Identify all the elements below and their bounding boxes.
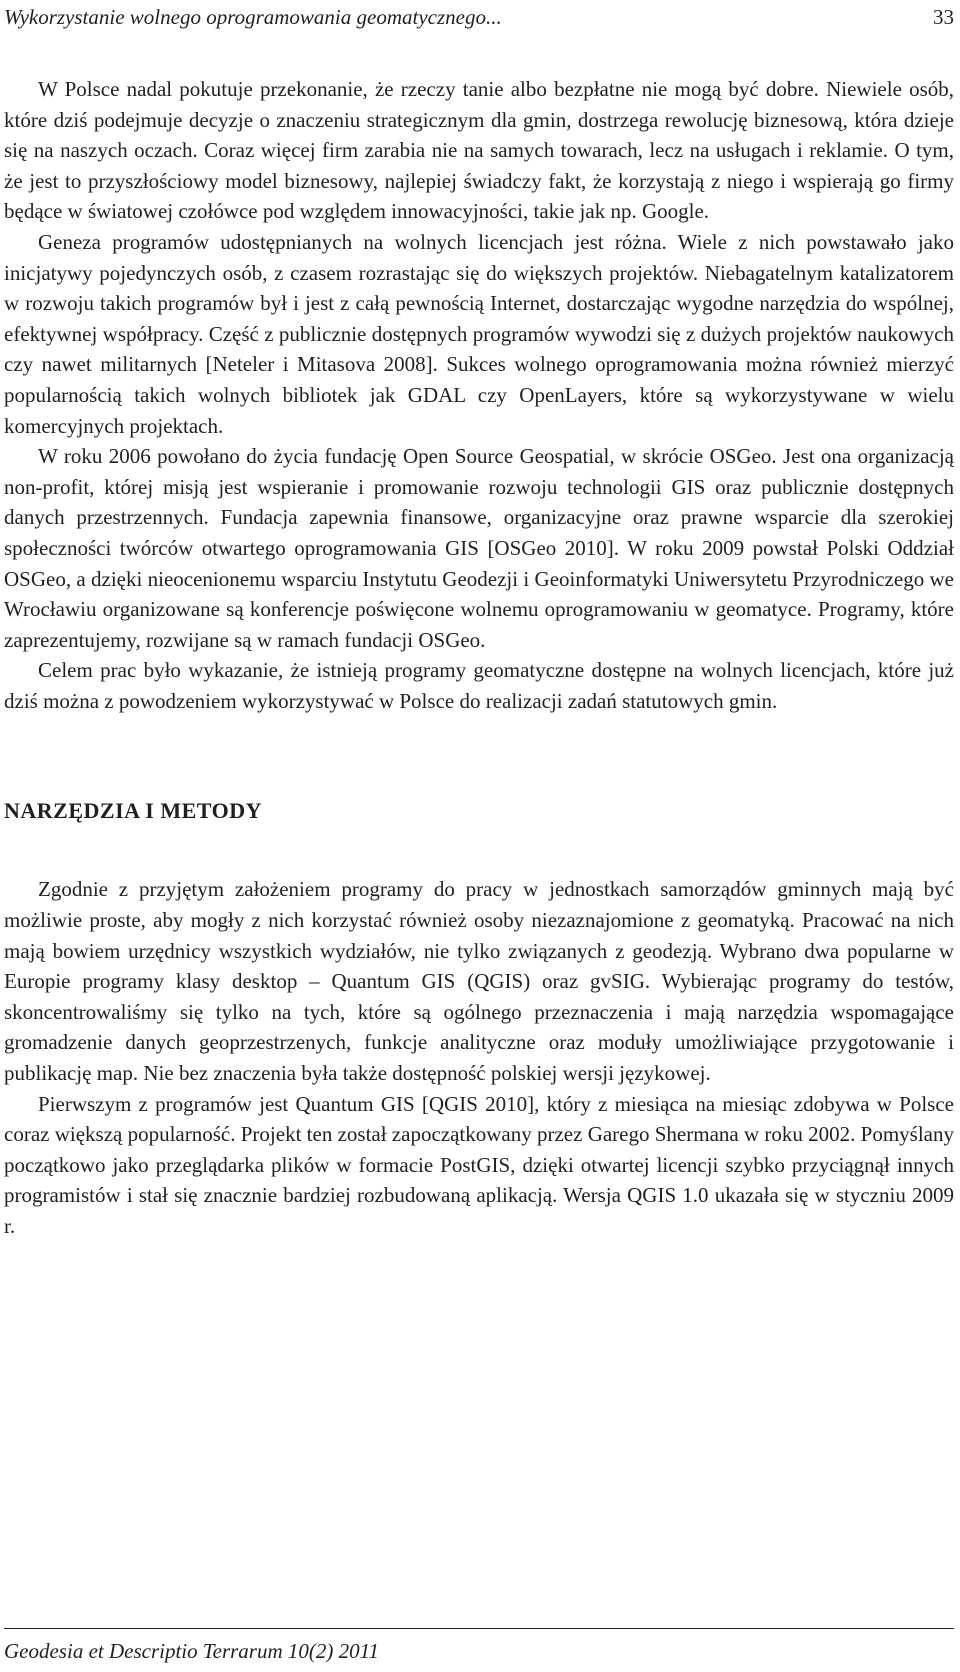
- running-head: [4, 2, 954, 32]
- body-text: [4, 74, 954, 1242]
- paragraph: Zgodnie z przyjętym założeniem programy do pracy w jednostkach samorządów gminnych mają być możliwie proste, aby mogły z nich korzystać również osoby niezaznajomione z geomatyką. Pracować na nich mają bowiem urzędnicy wszystkich wydziałów, nie tylko związanych z geodezją. Wybrano dwa popularne w Europie programy klasy desktop – Quantum GIS (QGIS) oraz gvSIG. Wybierając programy do testów, skoncentrowaliśmy się tylko na tych, które są ogólnego przeznaczenia i mają narzędzia wspomagające gromadzenie danych geoprzestrzenych, funkcje analityczne oraz moduły umożliwiające przygotowanie i publikację map. Nie bez znaczenia była także dostępność polskiej wersji językowej.: [4, 877, 954, 1086]
- paragraph: W Polsce nadal pokutuje przekonanie, że rzeczy tanie albo bezpłatne nie mogą być dobre. Niewiele osób, które dziś podejmuje decyzje o znaczeniu strategicznym dla gmin, dostrzega rewolucję biznesową, która dzieje się na naszych oczach. Coraz więcej firm zarabia nie na samych towarach, lecz na usługach i reklamie. O tym, że jest to przyszłościowy model biznesowy, najlepiej świadczy fakt, że korzystają z niego i wspierają go firmy będące w światowej czołówce pod względem innowacyjności, takie jak np. Google.: [4, 77, 954, 224]
- footer-rule: [4, 1628, 954, 1629]
- page-number: 33: [933, 5, 954, 29]
- journal-footer: Geodesia et Descriptio Terrarum 10(2) 2011: [4, 1639, 380, 1663]
- paragraph: W roku 2006 powołano do życia fundację Open Source Geospatial, w skrócie OSGeo. Jest ona organizacją non-profit, której misją jest wspieranie i promowanie rozwoju technologii GIS oraz publicznie dostępnych danych przestrzennych. Fundacja zapewnia finansowe, organizacyjne oraz prawne wsparcie dla szerokiej społeczności twórców otwartego oprogramowania GIS [OSGeo 2010]. W roku 2009 powstał Polski Oddział OSGeo, a dzięki nieocenionemu wsparciu Instytutu Geodezji i Geoinformatyki Uniwersytetu Przyrodniczego we Wrocławiu organizowane są konferencje poświęcone wolnemu oprogramowaniu w geomatyce. Programy, które zaprezentujemy, rozwijane są w ramach fundacji OSGeo.: [4, 444, 954, 652]
- paragraph: Pierwszym z programów jest Quantum GIS [QGIS 2010], który z miesiąca na miesiąc zdobywa w Polsce coraz większą popularność. Projekt ten został zapoczątkowany przez Garego Shermana w roku 2002. Pomyślany początkowo jako przeglądarka plików w formacie PostGIS, dzięki otwartej licencji szybko przyciągnął innych programistów i stał się znacznie bardziej rozbudowaną aplikacją. Wersja QGIS 1.0 ukazała się w styczniu 2009 r.: [4, 1091, 954, 1238]
- paragraph: Celem prac było wykazanie, że istnieją programy geomatyczne dostępne na wolnych licencjach, które już dziś można z powodzeniem wykorzystywać w Polsce do realizacji zadań statutowych gmin.: [4, 658, 954, 713]
- section-heading: NARZĘDZIA I METODY: [4, 798, 262, 824]
- running-head-title: Wykorzystanie wolnego oprogramowania geomatycznego...: [4, 5, 502, 29]
- paragraph: Geneza programów udostępnianych na wolnych licencjach jest różna. Wiele z nich powstawało jako inicjatywy pojedynczych osób, z czasem rozrastając się do większych projektów. Niebagatelnym katalizatorem w rozwoju takich programów był i jest z całą pewnością Internet, dostarczając wygodne narzędzia do wspólnej, efektywnej współpracy. Część z publicznie dostępnych programów wywodzi się z dużych projektów naukowych czy nawet militarnych [Neteler i Mitasova 2008]. Sukces wolnego oprogramowania można również mierzyć popularnością takich wolnych bibliotek jak GDAL czy OpenLayers, które są wykorzystywane w wielu komercyjnych projektach.: [4, 229, 954, 438]
